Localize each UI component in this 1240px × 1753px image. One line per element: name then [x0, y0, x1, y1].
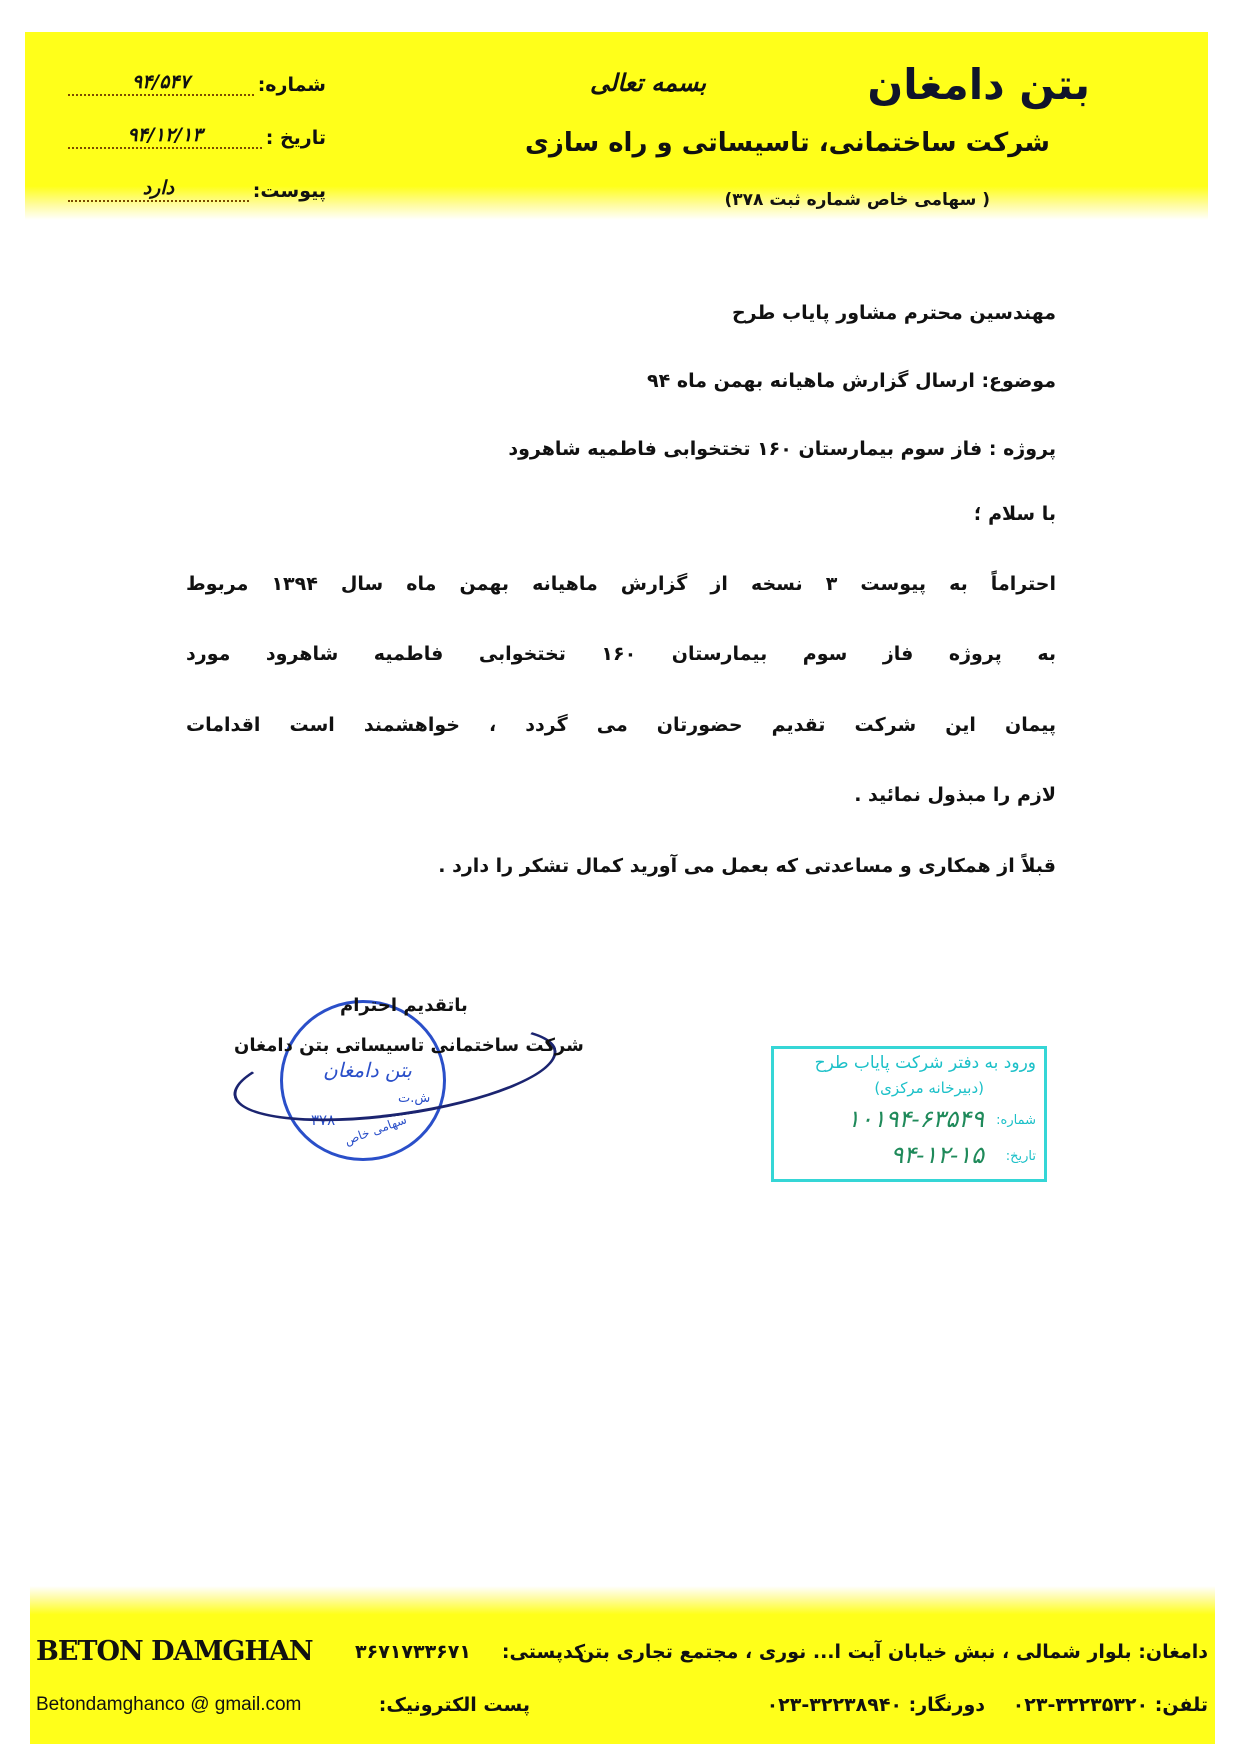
project: پروژه : فاز سوم بیمارستان ۱۶۰ تختخوابی فاطمیه شاهرود [508, 438, 1056, 460]
footer-address: دامغان: بلوار شمالی ، نبش خیابان آیت ا... نوری ، مجتمع تجاری بتن [577, 1641, 1208, 1663]
closing: قبلاً از همکاری و مساعدتی که بعمل می آورید کمال تشکر را دارد . [438, 855, 1056, 877]
paragraph-line: احتراماً به پیوست ۳ نسخه از گزارش ماهیانه بهمن ماه سال ۱۳۹۴ مربوط [186, 573, 1056, 595]
footer-brand: BETON DAMGHAN [36, 1636, 313, 1667]
field-value: ۹۴/۵۴۷ [68, 71, 254, 96]
attachment-field [68, 172, 326, 202]
field-label: پیوست: [252, 180, 326, 202]
received-stamp [771, 1046, 1047, 1182]
footer-postal-label: کدپستی: [501, 1641, 585, 1663]
stamp-number-label: شماره: [996, 1113, 1036, 1128]
company-subtitle: شرکت ساختمانی، تاسیساتی و راه سازی [525, 128, 1050, 158]
field-label: تاریخ : [265, 127, 326, 149]
stamp-number-value: ۱۰۱۹۴-۶۳۵۴۹ [846, 1105, 984, 1133]
stamp-subtitle: (دبیرخانه مرکزی) [874, 1079, 984, 1097]
basmala: بسمه تعالی [590, 68, 707, 97]
paragraph-line: به پروژه فاز سوم بیمارستان ۱۶۰ تختخوابی فاطمیه شاهرود مورد [186, 643, 1056, 665]
footer-postal-code: ۳۶۷۱۷۳۳۶۷۱ [355, 1641, 471, 1663]
letter-number-field [68, 66, 326, 96]
registration-number: ( سهامی خاص شماره ثبت ۳۷۸) [724, 190, 990, 210]
field-value: دارد [68, 177, 249, 202]
company-name: بتن دامغان [867, 60, 1090, 109]
footer-email[interactable]: Betondamghanco @ gmail.com [36, 1694, 302, 1715]
paragraph-line: پیمان این شرکت تقدیم حضورتان می گردد ، خواهشمند است اقدامات [186, 714, 1056, 736]
field-label: شماره: [257, 74, 326, 96]
signature-line-2: شرکت ساختمانی تاسیساتی بتن دامغان [234, 1035, 584, 1056]
signature-line-1: باتقدیم احترام [340, 995, 468, 1016]
footer-phone: تلفن: ۳۲۲۳۵۳۲۰-۰۲۳ [1012, 1694, 1208, 1716]
seal-text: ش.ت [398, 1091, 431, 1106]
seal-text: بتن دامغان [323, 1058, 412, 1082]
subject: موضوع: ارسال گزارش ماهیانه بهمن ماه ۹۴ [647, 370, 1056, 392]
seal-text: ۳۷۸ [311, 1111, 336, 1129]
letter-date-field [68, 119, 326, 149]
stamp-date-label: تاریخ: [1005, 1149, 1036, 1164]
stamp-date-value: ۹۴-۱۲-۱۵ [890, 1141, 984, 1169]
field-value: ۹۴/۱۲/۱۳ [68, 124, 262, 149]
seal-text: سهامی خاص [342, 1112, 409, 1148]
greeting: با سلام ؛ [973, 503, 1056, 525]
recipient: مهندسین محترم مشاور پایاب طرح [731, 302, 1056, 324]
paragraph-last-line: لازم را مبذول نمائید . [854, 784, 1056, 806]
footer-email-label: پست الکترونیک: [378, 1694, 530, 1716]
footer-fax: دورنگار: ۳۲۲۳۸۹۴۰-۰۲۳ [766, 1694, 985, 1716]
stamp-title: ورود به دفتر شرکت پایاب طرح [814, 1053, 1036, 1073]
